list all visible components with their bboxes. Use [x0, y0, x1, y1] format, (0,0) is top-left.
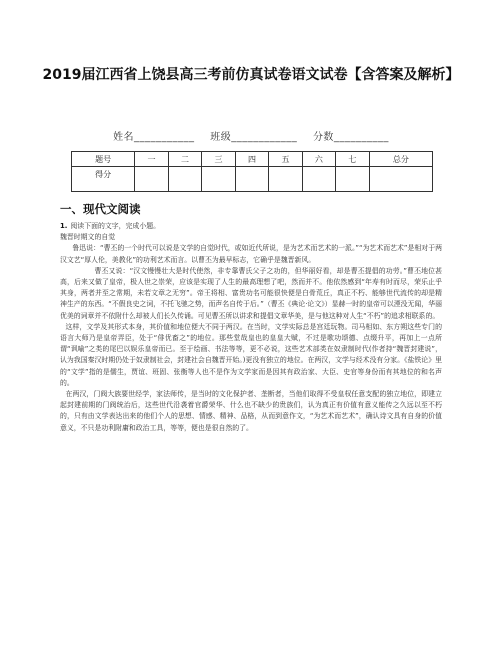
score-table [71, 151, 433, 192]
passage-paragraph: 在两汉，门阀大族要世经学，家法师传，是当时的文化保护者、垄断者，当他们取得不受皇权任意支配的独立地位，即建立起封建前期的门阀统治后，这些世代沿袭着官爵荣华、什么也不缺少的贵族们，认为真正有价值有意义能传之久远以至不朽的，只有由文学表达出来的他们个人的思想、情感、精神、品格，从而到意作文，“为艺术而艺术”，确认诗文具有自身的价值意义，不只是功利附庸和政治工具，等等，便也是很自然的了。 [60, 390, 442, 432]
score-table-score-row [72, 167, 433, 192]
question-number: 1. [60, 222, 68, 230]
score-cell [369, 167, 432, 192]
question-instruction: 阅读下面的文字，完成小题。 [70, 222, 160, 230]
score-cell [235, 167, 268, 192]
score-table-header-cell: 二 [168, 152, 201, 167]
score-table-header-row [72, 152, 433, 167]
reading-passage [60, 221, 442, 434]
score-cell [269, 167, 302, 192]
class-field-label: 班级____________ [210, 132, 298, 143]
student-info-line [0, 128, 502, 143]
score-table-header-cell: 五 [269, 152, 302, 167]
question-line [60, 221, 442, 232]
passage-paragraph: 这样，文学及其形式本身，其价值和地位便大不同于两汉。在当时，文学实际总是宫廷玩物。司马相如、东方朔这些专门的语言大师乃是皇帝弄臣，处于“俳优畜之”的地位。那些堂哉皇也的皇皇大赋，不过是歌功颂德、点缀升平，再加上一点所谓“讽喻”之类的尾巴以娱乐皇帝而已。至于绘画、书法等等，更不必说，这些艺术部类在奴隶制时代(作者持“魏晋封建说”，认为我国秦汉时期仍处于奴隶制社会，封建社会自魏晋开始。)更没有独立的地位。在两汉，文学与经术没有分家。《盐铁论》里的“文学”指的是儒生，贾谊、班固、张衡等人也不是作为文学家而是因其有政治家、大臣、史官等身份而有其地位的和名声的。 [60, 322, 442, 387]
document-title: 2019届江西省上饶县高三考前仿真试卷语文试卷【含答案及解析】 [42, 67, 460, 83]
score-cell [302, 167, 335, 192]
score-table-header-cell: 六 [302, 152, 335, 167]
passage-paragraph: 曹丕又说：“汉文慢慢壮大是时代使然，非专靠曹氏父子之功的，但华丽好看，却是曹丕提倡的功劳。”曹丕地位甚高，后来又做了皇帝，极人世之崇荣，应该是实现了人生的最高理想了吧，然而并不。他依然感到“年寿有时而尽，荣乐止乎其身，两者并至之常期，未若文章之无穷”。帝王将相、富贵功名可能很快便是白骨荒丘，真正不朽、能够世代流传的却是精神生产的东西。“不假良史之词，不托飞驰之势，而声名自传于后。”（曹丕《典论·论文》）显赫一时的皇帝可以湮没无闻，华丽优美的词章并不依附什么却被人们长久传诵。可见曹丕所以讲求和提倡文章华美，是与他这种对人生“不朽”的追求相联系的。 [60, 266, 442, 320]
score-table-header-cell: 四 [235, 152, 268, 167]
name-field-label: 姓名___________ [113, 132, 195, 143]
section-heading: 一、现代文阅读 [60, 202, 141, 216]
passage-title: 魏晋时期文的自觉 [60, 233, 116, 242]
score-table-header-cell: 总分 [369, 152, 432, 167]
score-table-header-cell: 一 [135, 152, 168, 167]
score-cell [336, 167, 369, 192]
score-field-label: 分数__________ [312, 132, 389, 143]
score-table-header-cell: 三 [202, 152, 235, 167]
score-table-header-cell: 题号 [72, 152, 135, 167]
score-row-label: 得分 [72, 167, 135, 192]
score-table-header-cell: 七 [336, 152, 369, 167]
score-cell [135, 167, 168, 192]
score-cell [202, 167, 235, 192]
score-cell [168, 167, 201, 192]
passage-paragraph: 鲁迅说：“曹丕的一个时代可以说是文学的自觉时代，或如近代所说，是为艺术而艺术的一派。”“为艺术而艺术”是相对于两汉文艺“厚人伦，美教化”的功利艺术而言。以曹丕为最早标志，它确乎是魏晋新风。 [60, 244, 442, 264]
